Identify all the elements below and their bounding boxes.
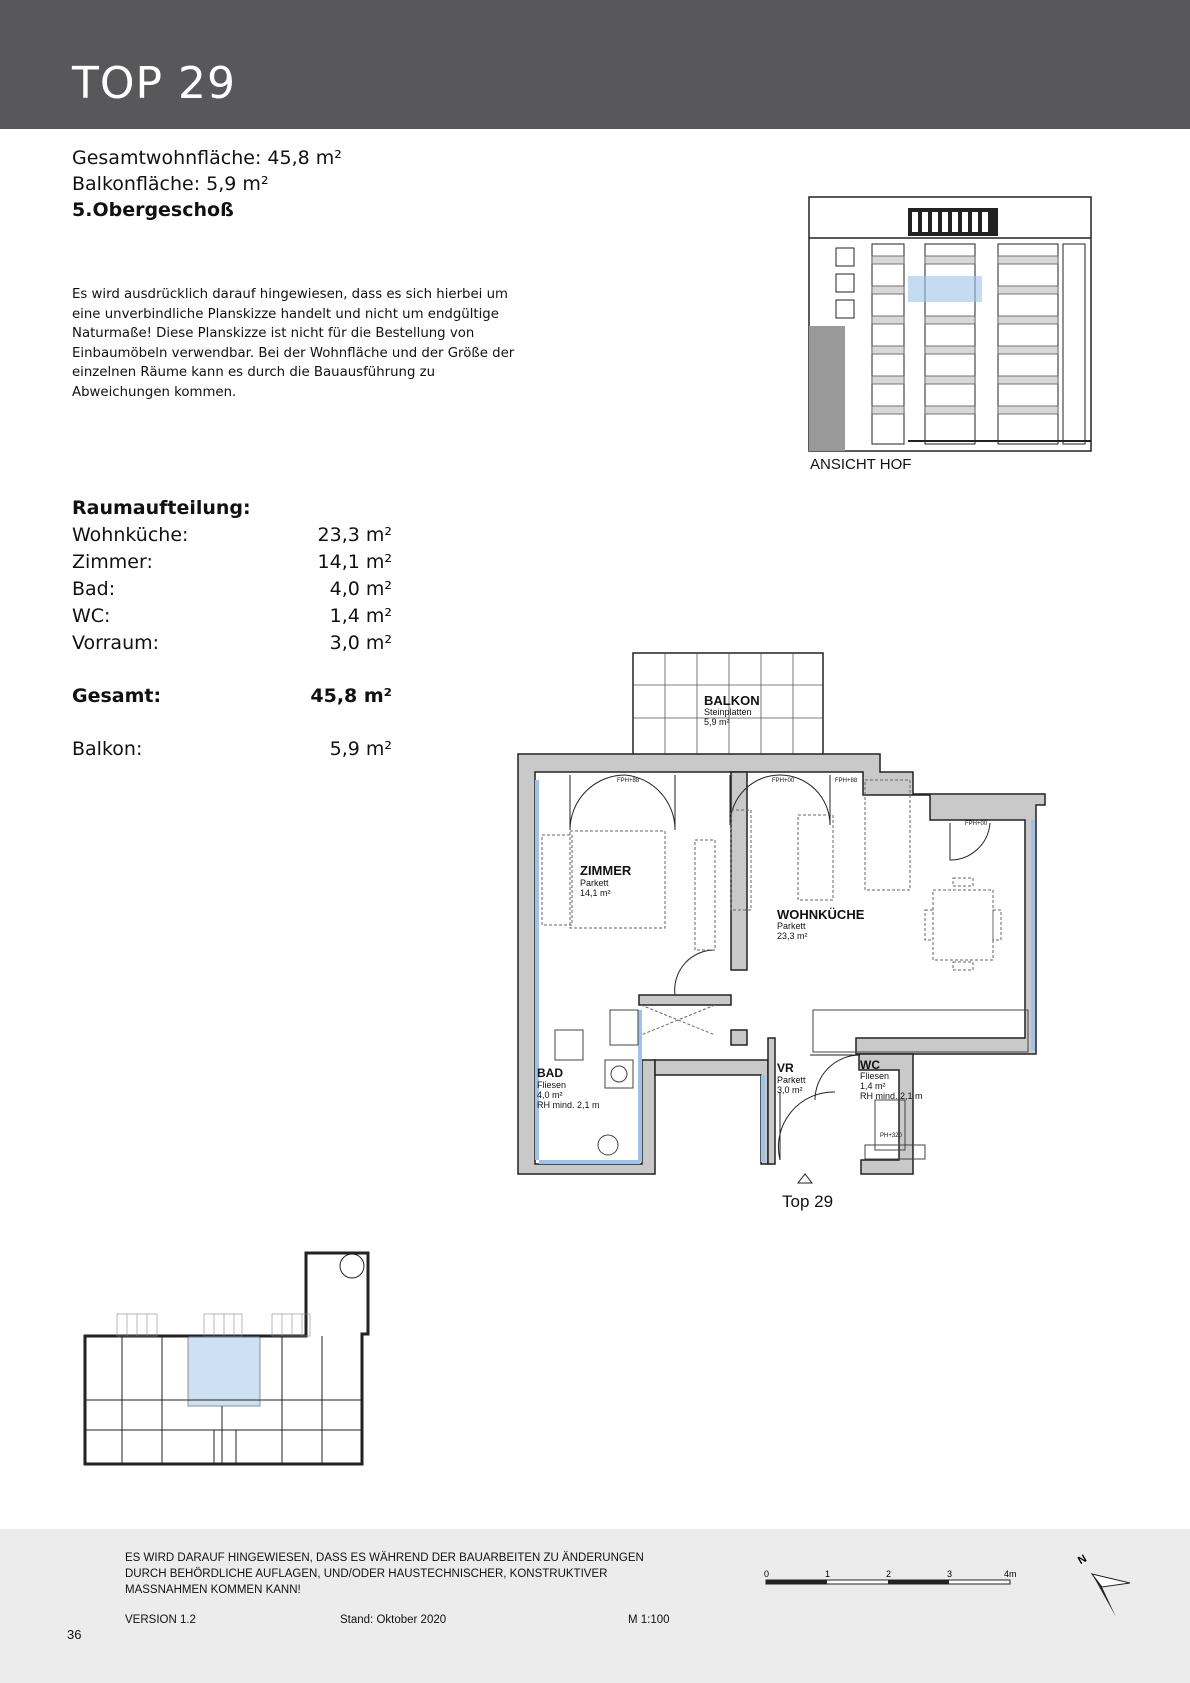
room-list-heading: Raumaufteilung: <box>72 497 251 519</box>
room-name: Zimmer: <box>72 551 153 573</box>
footer-note: ES WIRD DARAUF HINGEWIESEN, DASS ES WÄHREND DER BAUARBEITEN ZU ÄNDERUNGEN DURCH BEHÖRDLICHE AUFLAGEN, UND/ODER HAUSTECHNISCHER, KONSTRUKTIVER MASSNAHMEN KOMMEN KANN! <box>125 1552 644 1596</box>
wohnkueche-area: 23,3 m² <box>777 931 808 941</box>
apartment-info <box>72 145 342 223</box>
balcony-area-value: 5,9 m² <box>329 738 392 760</box>
unit-label: Top 29 <box>782 1192 834 1211</box>
window-label: PH+320 <box>880 1133 902 1139</box>
disclaimer-text: Es wird ausdrücklich darauf hingewiesen, dass es sich hierbei um eine unverbindliche Planskizze handelt und nicht um endgültige Naturmaße! Diese Planskizze ist nicht für die Bestellung von Einbaumöbeln verwendbar. Bei der Wohnfläche und der Größe der einzelnen Räume kann es durch die Bauausführung zu Abweichungen kommen. <box>72 287 515 400</box>
room-area: 1,4 m² <box>329 605 392 627</box>
room-row <box>72 632 392 659</box>
scale-tick-label: 0 <box>764 1569 770 1579</box>
wohnkueche-name: WOHNKÜCHE <box>777 907 865 922</box>
wc-height: RH mind. 2,1 m <box>860 1091 923 1101</box>
vr-name: VR <box>777 1061 794 1075</box>
floor-plan <box>515 650 1050 1215</box>
vr-area: 3,0 m² <box>777 1085 803 1095</box>
room-row <box>72 605 392 632</box>
scale-tick-label: 1 <box>825 1569 831 1579</box>
room-row <box>72 551 392 578</box>
window-label: FPH+88 <box>835 778 858 784</box>
total-name: Gesamt: <box>72 685 162 707</box>
room-name: Vorraum: <box>72 632 160 654</box>
balkon-material: Steinplatten <box>704 707 752 717</box>
balcony-row <box>72 738 392 765</box>
elevation-drawing <box>808 196 1092 452</box>
balcony-name: Balkon: <box>72 738 143 760</box>
window-label: FPH+00 <box>965 821 988 827</box>
balkon-name: BALKON <box>704 693 760 708</box>
scale-tick-label: 4m <box>1004 1569 1017 1579</box>
room-total-row <box>72 685 392 712</box>
room-name: Wohnküche: <box>72 524 189 546</box>
balkon-area: 5,9 m² <box>704 717 730 727</box>
scale-tick-label: 3 <box>947 1569 953 1579</box>
room-area: 14,1 m² <box>317 551 392 573</box>
zimmer-material: Parkett <box>580 878 609 888</box>
version-label: VERSION 1.2 <box>125 1614 196 1626</box>
date-label: Stand: Oktober 2020 <box>340 1614 447 1626</box>
page-title: TOP 29 <box>72 58 237 109</box>
wc-material: Fliesen <box>860 1071 890 1081</box>
bad-name: BAD <box>537 1066 563 1080</box>
room-list <box>72 497 392 765</box>
room-name: WC: <box>72 605 111 627</box>
elevation-label: ANSICHT HOF <box>810 456 912 473</box>
window-label: FPH+88 <box>617 778 640 784</box>
room-name: Bad: <box>72 578 116 600</box>
entrance-triangle-icon <box>798 1174 812 1183</box>
page-header <box>0 0 1190 129</box>
north-arrow-icon <box>1072 1549 1134 1619</box>
north-label: N <box>1076 1552 1089 1568</box>
zimmer-name: ZIMMER <box>580 863 632 878</box>
bad-material: Fliesen <box>537 1080 567 1090</box>
scale-bar <box>764 1566 1024 1592</box>
floor-label: 5.Obergeschoß <box>72 199 234 221</box>
room-area: 4,0 m² <box>329 578 392 600</box>
key-plan <box>82 1250 370 1468</box>
wohnkueche-material: Parkett <box>777 921 806 931</box>
wc-name: WC <box>860 1058 880 1072</box>
total-area: Gesamtwohnfläche: 45,8 m² <box>72 147 342 169</box>
bad-area: 4,0 m² <box>537 1090 563 1100</box>
room-area: 23,3 m² <box>317 524 392 546</box>
page-number: 36 <box>67 1627 82 1642</box>
scale-tick-label: 2 <box>886 1569 892 1579</box>
page-footer <box>0 1529 1190 1683</box>
total-area-value: 45,8 m² <box>310 685 392 707</box>
wc-area: 1,4 m² <box>860 1081 886 1091</box>
vr-material: Parkett <box>777 1075 806 1085</box>
room-area: 3,0 m² <box>329 632 392 654</box>
scale-label: M 1:100 <box>628 1614 670 1626</box>
room-row <box>72 524 392 551</box>
zimmer-area: 14,1 m² <box>580 888 611 898</box>
bad-height: RH mind. 2,1 m <box>537 1100 600 1110</box>
room-row <box>72 578 392 605</box>
balcony-area: Balkonfläche: 5,9 m² <box>72 173 269 195</box>
window-label: FPH+00 <box>772 778 795 784</box>
